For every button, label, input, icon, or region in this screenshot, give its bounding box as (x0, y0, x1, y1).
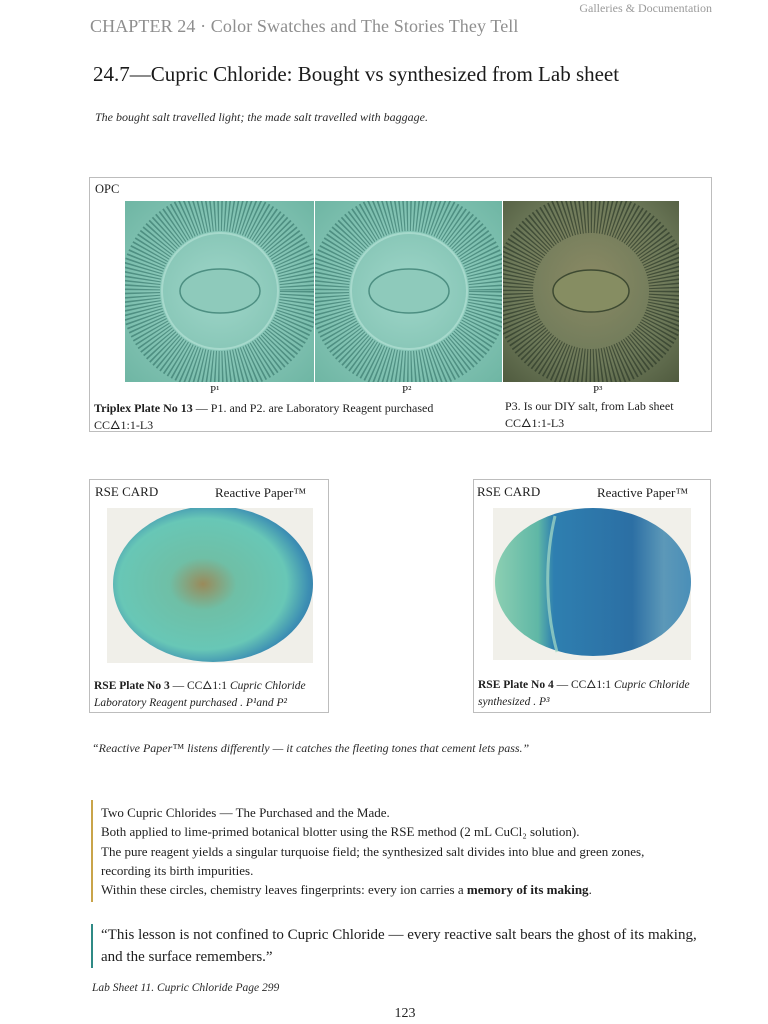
plate-p2-image (315, 201, 502, 382)
rse-plate-4-code: — CC🜂1:1 (553, 679, 614, 691)
note-line-3: The pure reagent yields a singular turquoise field; the synthesized salt divides into blue and green zones, (101, 843, 645, 859)
opc-caption-desc: — P1. and P2. are Laboratory Reagent purchased (192, 401, 434, 415)
note-line-5-start: Within these circles, chemistry leaves fingerprints: every ion carries a (101, 882, 467, 898)
rse-plate-4-salt: Cupric Chloride (613, 679, 690, 691)
pull-quote-line-2: and the surface remembers.” (101, 949, 273, 965)
section-subtitle: The bought salt travelled light; the made salt travelled with baggage. (95, 110, 428, 124)
plate-p1-image (125, 201, 314, 382)
note-line-4: recording its birth impurities. (101, 862, 254, 878)
opc-caption-left (94, 400, 433, 416)
opc-caption-right-code: CC🜂1:1-L3 (505, 416, 565, 430)
rse-plate-3-salt: Cupric Chloride (229, 680, 306, 692)
note-emphasis: memory of its making (466, 882, 589, 898)
rse-plate-3-title: RSE Plate No 3 (94, 680, 170, 692)
plate-p3-label: P³ (593, 384, 603, 396)
opc-caption-right: P3. Is our DIY salt, from Lab sheet (505, 399, 674, 413)
plate-p1-label: P¹ (210, 384, 220, 396)
rse-card-tag: RSE CARD (477, 484, 541, 499)
rse-plate-3-swatch (107, 508, 313, 663)
reactive-paper-quote: “Reactive Paper™ listens differently — it catches the fleeting tones that cement lets pass.” (92, 741, 530, 755)
section-title: 24.7—Cupric Chloride: Bought vs synthesized from Lab sheet (93, 62, 620, 86)
chapter-heading: CHAPTER 24 · Color Swatches and The Stories They Tell (90, 16, 519, 36)
rse-plate-3-source: Laboratory Reagent purchased . P¹and P² (94, 697, 288, 709)
pull-quote-line-1: “This lesson is not confined to Cupric Chloride — every reactive salt bears the ghost of its making, (101, 927, 697, 943)
rse-plate-4-swatch (493, 508, 691, 660)
reactive-paper-brand: Reactive Paper™ (597, 485, 689, 500)
note-line-5 (101, 880, 741, 899)
footer-source: Lab Sheet 11. Cupric Chloride Page 299 (92, 982, 280, 994)
opc-tag: OPC (95, 182, 120, 196)
rse-card-plate-3 (89, 479, 329, 713)
page-number: 123 (394, 1006, 416, 1021)
reactive-paper-brand: Reactive Paper™ (215, 485, 307, 500)
rse-plate-3-code: — CC🜂1:1 (169, 680, 230, 692)
opc-triplex-figure (89, 177, 712, 432)
note-line-1: Two Cupric Chlorides — The Purchased and the Made. (101, 805, 390, 820)
rse-card-plate-4 (473, 479, 711, 713)
galleries-documentation-link[interactable]: Galleries & Documentation (579, 1, 712, 15)
note-line-2: Both applied to lime-primed botanical blotter using the RSE method (2 mL CuCl₂ solution). (101, 824, 580, 840)
rse-plate-4-caption (478, 677, 690, 711)
rse-card-tag: RSE CARD (95, 484, 159, 499)
pull-quote (91, 924, 741, 968)
rse-plate-4-source: synthesized . P³ (478, 696, 550, 708)
plate-p2-label: P² (402, 384, 412, 396)
notes-callout (91, 800, 741, 902)
note-line-5-end: . (588, 882, 592, 898)
opc-caption-left-code: CC🜂1:1-L3 (94, 418, 154, 432)
opc-caption-title: Triplex Plate No 13 (94, 401, 193, 415)
rse-plate-3-caption (94, 678, 306, 712)
rse-plate-4-title: RSE Plate No 4 (478, 679, 554, 691)
plate-p3-image (503, 201, 679, 382)
